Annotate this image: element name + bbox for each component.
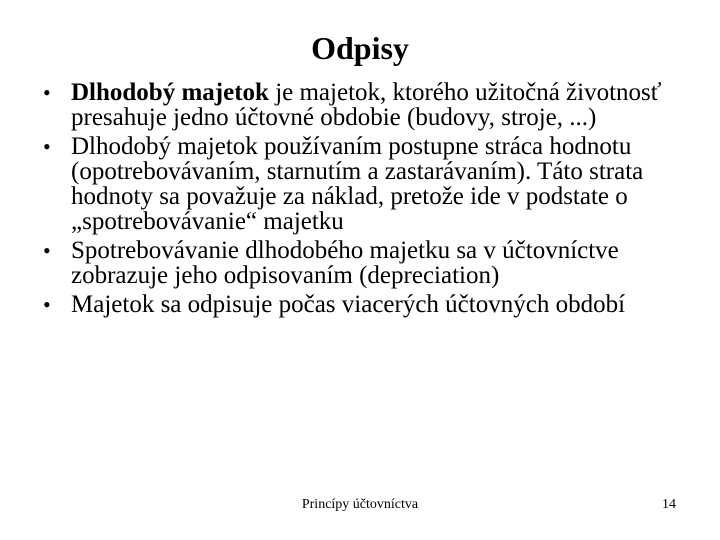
bullet-text: Dlhodobý majetok používaním postupne stráca hodnotu (opotrebovávaním, starnutím a zastarávaním). Táto strata hodnoty sa považuje za náklad, pretože ide v podstate o „spotrebovávanie“ majetku <box>71 133 644 235</box>
bullet-item-1 <box>43 80 698 130</box>
bullet-icon: • <box>43 80 51 105</box>
slide-title: Odpisy <box>311 30 409 66</box>
footer-page-number: 14 <box>662 497 676 512</box>
bullet-item-2 <box>43 134 698 234</box>
bullet-text: Majetok sa odpisuje počas viacerých účtovných období <box>71 291 626 318</box>
bullet-list <box>43 80 698 321</box>
bullet-bold-text: Dlhodobý majetok <box>71 79 269 106</box>
bullet-text: je majetok, ktorého užitočná životnosť presahuje jedno účtovné obdobie (budovy, stroje, ...) <box>71 79 662 131</box>
bullet-item-3 <box>43 238 698 288</box>
bullet-text: Spotrebovávanie dlhodobého majetku sa v účtovníctve zobrazuje jeho odpisovaním (depreciation) <box>71 237 619 289</box>
bullet-item-4 <box>43 292 698 317</box>
bullet-icon: • <box>43 238 51 263</box>
bullet-icon: • <box>43 292 51 317</box>
bullet-icon: • <box>43 134 51 159</box>
footer-course-title: Princípy účtovníctva <box>301 497 419 512</box>
